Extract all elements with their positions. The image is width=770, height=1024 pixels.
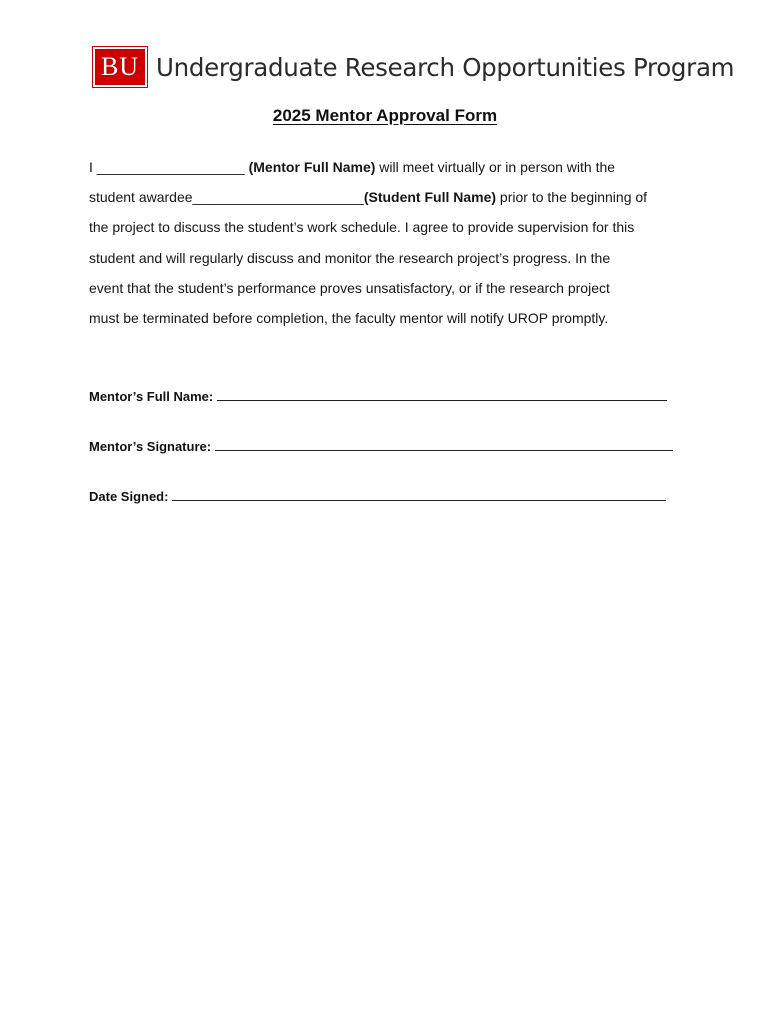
student-name-blank[interactable]: student awardee______________________ xyxy=(89,189,364,206)
mentor-full-name-input[interactable] xyxy=(217,388,667,401)
mentor-signature-input[interactable] xyxy=(215,438,673,451)
date-signed-input[interactable] xyxy=(172,488,666,501)
bu-logo xyxy=(92,46,148,88)
line-1-text: will meet virtually or in person with the xyxy=(375,159,616,175)
date-signed-label: Date Signed: xyxy=(89,489,169,504)
logo-text: BU xyxy=(100,52,140,81)
header xyxy=(92,44,734,90)
paragraph-line-2 xyxy=(89,182,689,212)
student-name-hint: (Student Full Name) xyxy=(363,189,497,206)
mentor-full-name-label: Mentor’s Full Name: xyxy=(89,389,214,404)
paragraph-line-5: event that the student’s performance proves unsatisfactory, or if the research project xyxy=(89,279,610,296)
mentor-name-blank[interactable]: I ___________________ xyxy=(89,159,249,175)
date-signed-field xyxy=(89,488,666,504)
paragraph-line-1 xyxy=(89,152,689,182)
mentor-signature-label: Mentor’s Signature: xyxy=(89,439,212,454)
paragraph-line-6: must be terminated before completion, the faculty mentor will notify UROP promptly. xyxy=(89,310,609,327)
agreement-paragraph xyxy=(89,152,689,333)
form-title: 2025 Mentor Approval Form xyxy=(272,106,498,125)
paragraph-line-4: student and will regularly discuss and monitor the research project’s progress. In the xyxy=(89,249,611,266)
mentor-name-hint: (Mentor Full Name) xyxy=(248,159,376,175)
paragraph-line-3: the project to discuss the student’s work schedule. I agree to provide supervision for this xyxy=(89,219,635,236)
mentor-signature-field xyxy=(89,438,673,454)
mentor-full-name-field xyxy=(89,388,667,404)
program-name: Undergraduate Research Opportunities Program xyxy=(156,52,735,82)
line-2-text: prior to the beginning of xyxy=(496,189,648,206)
